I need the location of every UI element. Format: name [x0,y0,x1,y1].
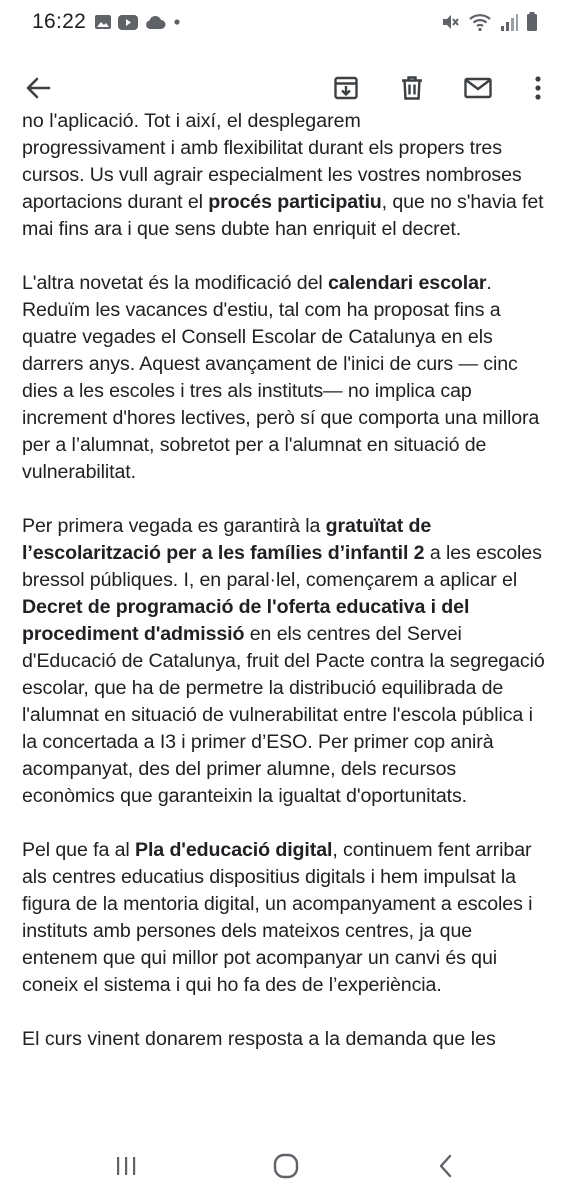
text-run: . Reduïm les vacances d'estiu, tal com ha proposat fins a quatre vegades el Consell Escolar de Catalunya en els darrers anys. Aquest avançament de l'inici de curs — cinc dies a les escoles i tres als instituts— no implica cap increment d'hores lectives, però sí que comporta una millora per a l’alumnat, sobretot per a l'alumnat en situació de vulnerabilitat. [22,272,540,483]
notification-icons [94,14,182,30]
battery-icon [526,12,538,32]
text-run: Pel que fa al [22,839,135,861]
system-navigation-bar [0,1132,568,1200]
wifi-icon [468,12,492,32]
email-paragraph [22,135,552,243]
cloud-icon [144,14,166,30]
text-run: , que no s'havia fet mai fins ara i que sens dubte han enriquit el decret. [22,191,544,240]
delete-button[interactable] [388,64,436,112]
archive-button[interactable] [322,64,370,112]
email-body-cut-top-line: no l'aplicació. Tot i així, el desplegarem [22,112,361,132]
back-icon [436,1153,456,1179]
bold-text-run: gratuïtat de l’escolarització per a les famílies d’infantil 2 [22,515,432,564]
youtube-icon [118,15,138,30]
text-run: Per primera vegada es garantirà la [22,515,326,537]
status-left [32,10,182,34]
email-body-inner [22,112,552,1053]
back-button[interactable] [14,64,62,112]
email-paragraph [22,513,552,810]
gallery-icon [94,14,112,30]
archive-icon [332,74,360,102]
text-run: en els centres del Servei d'Educació de Catalunya, fruit del Pacte contra la segregació escolar, que ha de permetre la distribució equilibrada de l'alumnat en situació de vulnerabilitat entre l'escola pública i la concertada a I3 i primer d’ESO. Per primer cop anirà acompanyat, des del primer alumne, dels recursos econòmics que garanteixin la igualtat d'oportunitats. [22,623,545,807]
home-button[interactable] [258,1142,314,1190]
email-toolbar [0,56,568,120]
mute-icon [440,12,460,32]
mark-unread-button[interactable] [454,64,502,112]
bold-text-run: Pla d'educació digital [134,839,333,861]
email-paragraphs [22,135,552,999]
recents-button[interactable] [98,1142,154,1190]
mark-unread-icon [463,74,493,102]
back-arrow-icon [24,74,52,102]
email-paragraph [22,837,552,999]
bold-text-run: Decret de programació de l'oferta educativa i del procediment d'admissió [22,596,470,645]
status-right [440,12,538,32]
dot-icon [172,17,182,27]
delete-icon [398,74,426,102]
text-run: a les escoles bressol públiques. I, en paral·lel, començarem a aplicar el [22,542,542,591]
text-run: progressivament i amb flexibilitat durant els propers tres cursos. Us vull agrair especialment les vostres nombroses aportacions durant el [22,137,522,213]
bold-text-run: calendari escolar [328,272,487,294]
bold-text-run: procés participatiu [208,191,382,213]
email-body-cut-bottom-line: El curs vinent donarem resposta a la demanda que les [22,1028,496,1050]
status-time: 16:22 [32,10,87,33]
recents-icon [113,1154,139,1178]
email-paragraph [22,270,552,486]
home-icon [272,1152,300,1180]
nav-back-button[interactable] [418,1142,474,1190]
signal-icon [500,12,518,32]
email-body [22,112,552,1132]
text-run: L'altra novetat és la modificació del [22,272,328,294]
text-run: , continuem fent arribar als centres educatius dispositius digitals i hem impulsat la figura de la mentoria digital, un acompanyament a escoles i instituts amb persones dels mateixos centres, ja que entenem que qui millor pot acompanyar un canvi és qui coneix el sistema i qui ho fa des de l’experiència. [22,839,533,996]
status-bar [0,0,568,44]
more-options-button[interactable] [514,64,562,112]
more-vert-icon [534,74,542,102]
